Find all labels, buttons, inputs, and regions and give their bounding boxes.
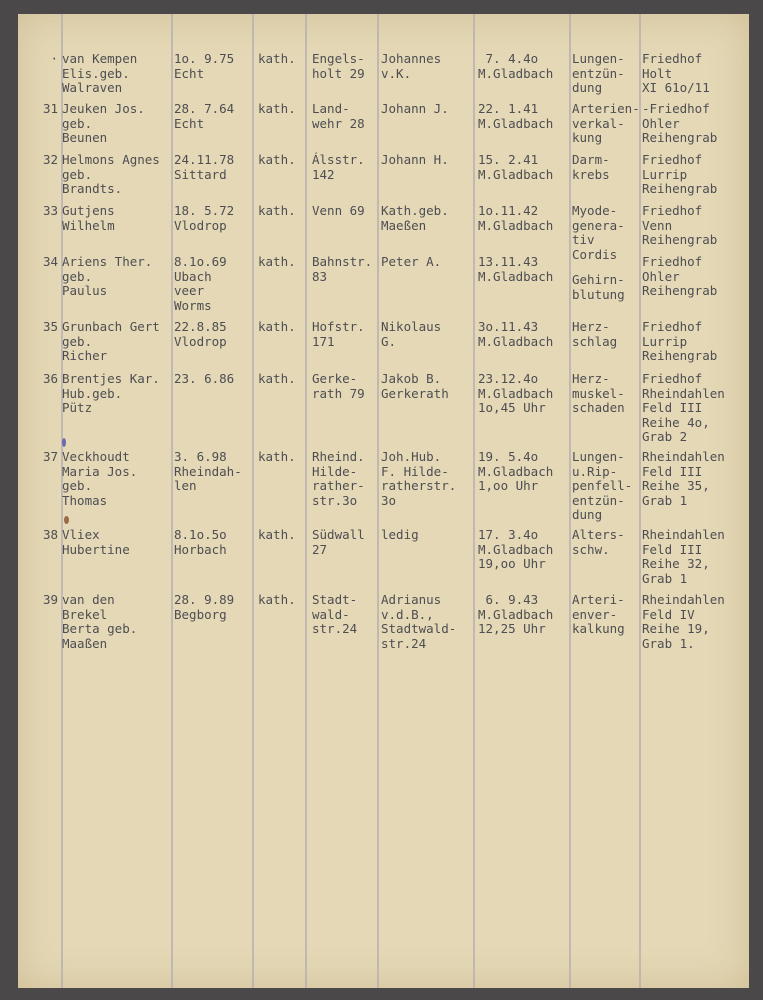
- birth-cell: 28. 9.89 Begborg: [174, 592, 235, 622]
- name-cell: Ariens Ther. geb. Paulus: [62, 254, 153, 299]
- address-cell: Südwall 27: [312, 527, 365, 557]
- column-rule: [473, 14, 475, 988]
- address-cell: Stadt- wald- str.24: [312, 592, 358, 637]
- cause-cell: Alters- schw.: [572, 527, 625, 557]
- name-cell: van Kempen Elis.geb. Walraven: [62, 51, 138, 96]
- entry-number: 39: [42, 592, 58, 607]
- death-cell: 19. 5.4o M.Gladbach 1,oo Uhr: [478, 449, 554, 494]
- name-cell: Vliex Hubertine: [62, 527, 130, 557]
- cause-cell: Gehirn- blutung: [572, 272, 625, 302]
- address-cell: Land- wehr 28: [312, 101, 365, 131]
- religion-cell: kath.: [258, 51, 296, 66]
- cause-cell: Herz- muskel- schaden: [572, 371, 625, 416]
- ink-blot: [62, 438, 66, 447]
- death-cell: 7. 4.4o M.Gladbach: [478, 51, 554, 81]
- entry-number: 33: [42, 203, 58, 218]
- religion-cell: kath.: [258, 319, 296, 334]
- entry-number: 32: [42, 152, 58, 167]
- death-cell: 13.11.43 M.Gladbach: [478, 254, 554, 284]
- religion-cell: kath.: [258, 152, 296, 167]
- name-cell: Brentjes Kar. Hub.geb. Pütz: [62, 371, 160, 416]
- spouse-cell: Johann H.: [381, 152, 449, 167]
- birth-cell: 23. 6.86: [174, 371, 235, 386]
- spouse-cell: Johann J.: [381, 101, 449, 116]
- column-rule: [569, 14, 571, 988]
- cause-cell: Myode- genera- tiv Cordis: [572, 203, 625, 262]
- spouse-cell: Jakob B. Gerkerath: [381, 371, 449, 401]
- grave-cell: Friedhof Holt XI 61o/11: [642, 51, 710, 96]
- name-cell: Jeuken Jos. geb. Beunen: [62, 101, 145, 146]
- birth-cell: 1o. 9.75 Echt: [174, 51, 235, 81]
- address-cell: Álsstr. 142: [312, 152, 365, 182]
- death-cell: 15. 2.41 M.Gladbach: [478, 152, 554, 182]
- entry-number: 36: [42, 371, 58, 386]
- address-cell: Bahnstr. 83: [312, 254, 373, 284]
- grave-cell: Friedhof Lurrip Reihengrab: [642, 319, 718, 364]
- address-cell: Gerke- rath 79: [312, 371, 365, 401]
- column-rule: [171, 14, 173, 988]
- birth-cell: 24.11.78 Sittard: [174, 152, 235, 182]
- grave-cell: Friedhof Ohler Reihengrab: [642, 254, 718, 299]
- grave-cell: Friedhof Rheindahlen Feld III Reihe 4o, Grab 2: [642, 371, 725, 445]
- religion-cell: kath.: [258, 527, 296, 542]
- death-cell: 6. 9.43 M.Gladbach 12,25 Uhr: [478, 592, 554, 637]
- spouse-cell: Joh.Hub. F. Hilde- ratherstr. 3o: [381, 449, 457, 508]
- entry-number: ·: [50, 51, 58, 66]
- address-cell: Engels- holt 29: [312, 51, 365, 81]
- grave-cell: Rheindahlen Feld III Reihe 32, Grab 1: [642, 527, 725, 586]
- birth-cell: 8.1o.5o Horbach: [174, 527, 227, 557]
- spouse-cell: Johannes v.K.: [381, 51, 442, 81]
- spouse-cell: Kath.geb. Maeßen: [381, 203, 449, 233]
- death-cell: 17. 3.4o M.Gladbach 19,oo Uhr: [478, 527, 554, 572]
- address-cell: Hofstr. 171: [312, 319, 365, 349]
- cause-cell: Herz- schlag: [572, 319, 618, 349]
- religion-cell: kath.: [258, 449, 296, 464]
- cause-cell: Lungen- u.Rip- penfell- entzün- dung: [572, 449, 633, 523]
- name-cell: van den Brekel Berta geb. Maaßen: [62, 592, 138, 651]
- column-rule: [252, 14, 254, 988]
- death-cell: 23.12.4o M.Gladbach 1o,45 Uhr: [478, 371, 554, 416]
- cause-cell: Lungen- entzün- dung: [572, 51, 625, 96]
- death-cell: 1o.11.42 M.Gladbach: [478, 203, 554, 233]
- name-cell: Grunbach Gert geb. Richer: [62, 319, 160, 364]
- cause-cell: Arteri- enver- kalkung: [572, 592, 625, 637]
- birth-cell: 8.1o.69 Ubach veer Worms: [174, 254, 227, 313]
- spouse-cell: Adrianus v.d.B., Stadtwald- str.24: [381, 592, 457, 651]
- spouse-cell: ledig: [381, 527, 419, 542]
- column-rule: [639, 14, 641, 988]
- cause-cell: Darm- krebs: [572, 152, 610, 182]
- death-cell: 3o.11.43 M.Gladbach: [478, 319, 554, 349]
- birth-cell: 18. 5.72 Vlodrop: [174, 203, 235, 233]
- address-cell: Venn 69: [312, 203, 365, 218]
- entry-number: 31: [42, 101, 58, 116]
- religion-cell: kath.: [258, 203, 296, 218]
- name-cell: Helmons Agnes geb. Brandts.: [62, 152, 160, 197]
- column-rule: [377, 14, 379, 988]
- religion-cell: kath.: [258, 371, 296, 386]
- entry-number: 38: [42, 527, 58, 542]
- grave-cell: Rheindahlen Feld IV Reihe 19, Grab 1.: [642, 592, 725, 651]
- ink-blot: [64, 516, 69, 524]
- column-rule: [305, 14, 307, 988]
- document-page: [18, 14, 749, 988]
- spouse-cell: Peter A.: [381, 254, 442, 269]
- birth-cell: 3. 6.98 Rheindah- len: [174, 449, 242, 494]
- birth-cell: 22.8.85 Vlodrop: [174, 319, 227, 349]
- birth-cell: 28. 7.64 Echt: [174, 101, 235, 131]
- grave-cell: -Friedhof Ohler Reihengrab: [642, 101, 718, 146]
- spouse-cell: Nikolaus G.: [381, 319, 442, 349]
- grave-cell: Friedhof Venn Reihengrab: [642, 203, 718, 248]
- entry-number: 37: [42, 449, 58, 464]
- religion-cell: kath.: [258, 592, 296, 607]
- grave-cell: Rheindahlen Feld III Reihe 35, Grab 1: [642, 449, 725, 508]
- religion-cell: kath.: [258, 254, 296, 269]
- name-cell: Veckhoudt Maria Jos. geb. Thomas: [62, 449, 138, 508]
- address-cell: Rheind. Hilde- rather- str.3o: [312, 449, 365, 508]
- entry-number: 35: [42, 319, 58, 334]
- religion-cell: kath.: [258, 101, 296, 116]
- cause-cell: Arterien- verkal- kung: [572, 101, 640, 146]
- entry-number: 34: [42, 254, 58, 269]
- name-cell: Gutjens Wilhelm: [62, 203, 115, 233]
- grave-cell: Friedhof Lurrip Reihengrab: [642, 152, 718, 197]
- death-cell: 22. 1.41 M.Gladbach: [478, 101, 554, 131]
